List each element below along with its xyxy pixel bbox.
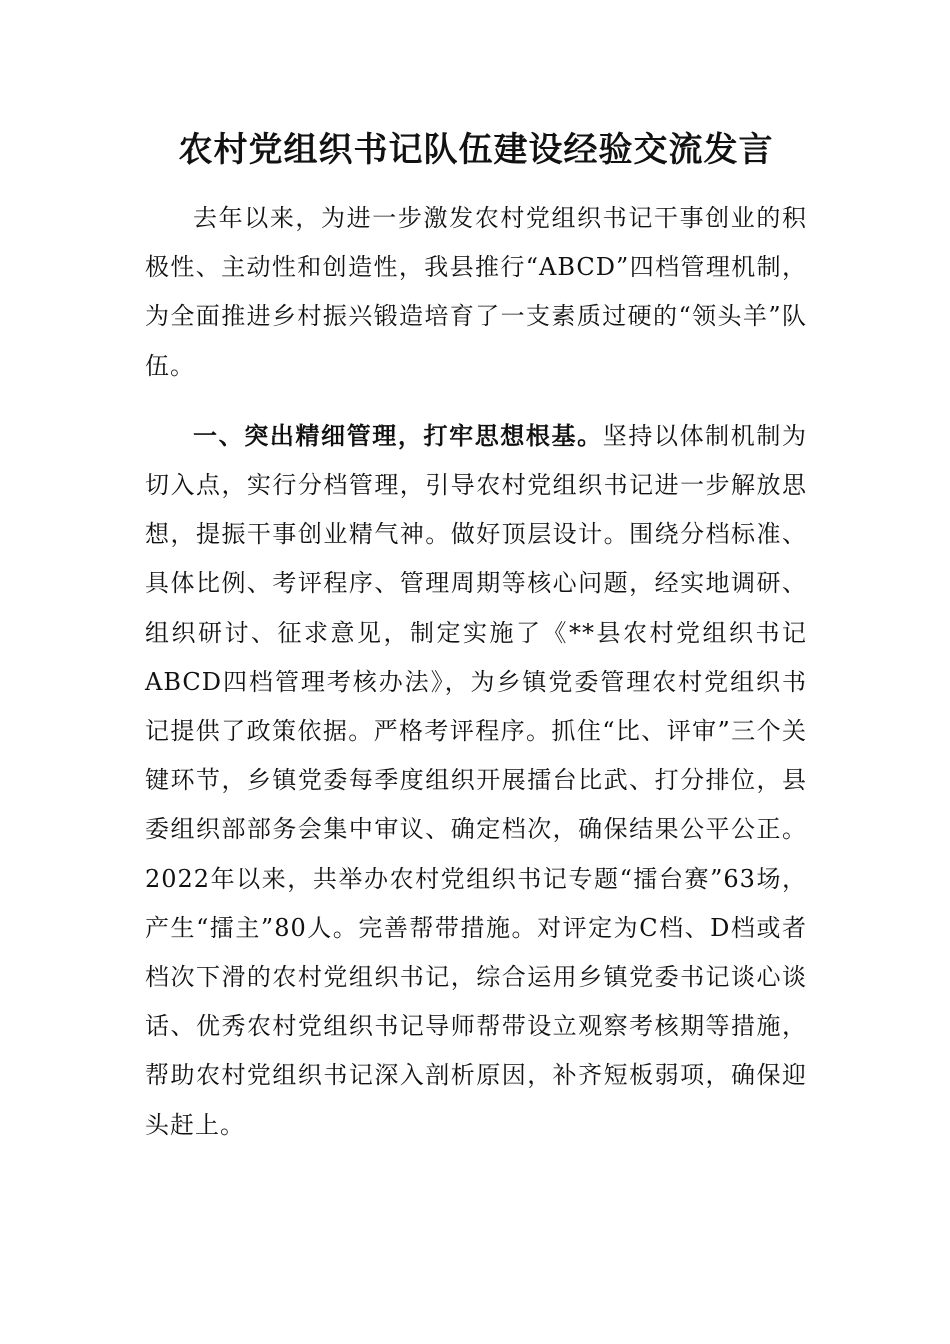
section-one-heading: 一、突出精细管理，打牢思想根基。 bbox=[193, 420, 603, 450]
section-one-text: 坚持以体制机制为切入点，实行分档管理，引导农村党组织书记进一步解放思想，提振干事创业精气神。做好顶层设计。围绕分档标准、具体比例、考评程序、管理周期等核心问题，经实地调研、组织研讨、征求意见，制定实施了《**县农村党组织书记ABCD四档管理考核办法》，为乡镇党委管理农村党组织书记提供了政策依据。严格考评程序。抓住“比、评审”三个关键环节，乡镇党委每季度组织开展擂台比武、打分排位，县委组织部部务会集中审议、确定档次，确保结果公平公正。2022年以来，共举办农村党组织书记专题“擂台赛”63场，产生“擂主”80人。完善帮带措施。对评定为C档、D档或者档次下滑的农村党组织书记，综合运用乡镇党委书记谈心谈话、优秀农村党组织书记导师帮带设立观察考核期等措施，帮助农村党组织书记深入剖析原因，补齐短板弱项，确保迎头赶上。 bbox=[145, 421, 808, 1139]
document-page bbox=[145, 120, 807, 1150]
intro-paragraph bbox=[145, 194, 807, 391]
intro-paragraph-text: 去年以来，为进一步激发农村党组织书记干事创业的积极性、主动性和创造性，我县推行“ABCD”四档管理机制，为全面推进乡村振兴锻造培育了一支素质过硬的“领头羊”队伍。 bbox=[145, 204, 807, 380]
section-one-paragraph bbox=[145, 411, 807, 1150]
document-title: 农村党组织书记队伍建设经验交流发言 bbox=[178, 130, 774, 170]
